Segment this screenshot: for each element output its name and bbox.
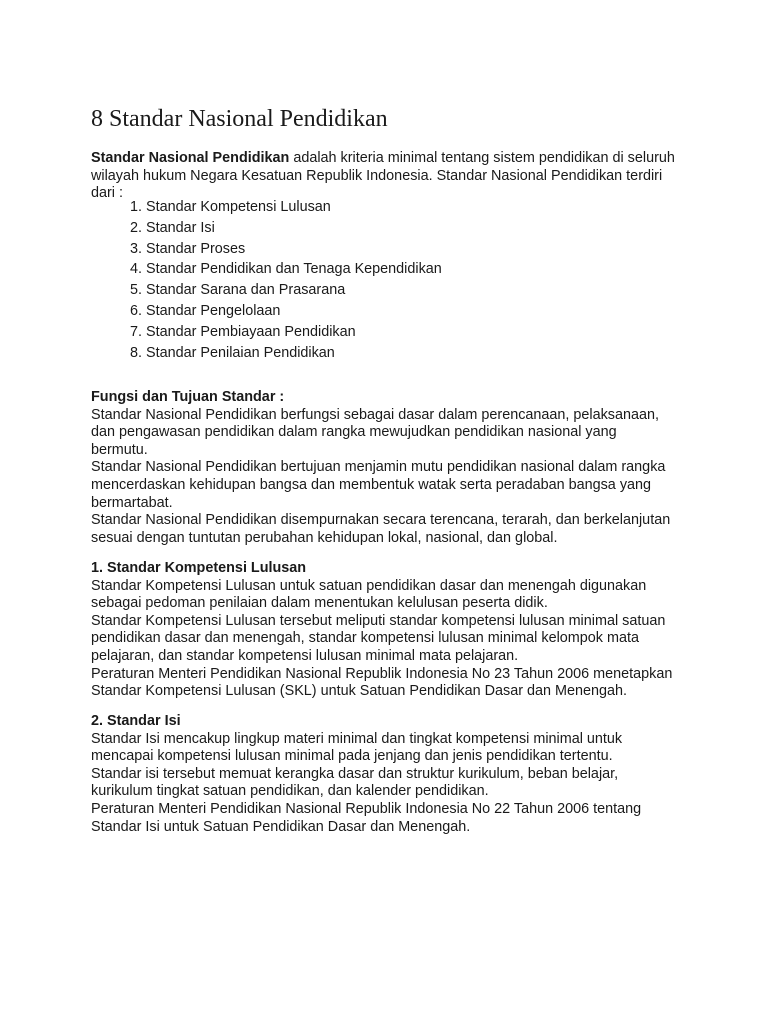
paragraph-line: Standar Kompetensi Lulusan tersebut meliputi standar kompetensi lulusan minimal satuan [91, 612, 666, 629]
list-item: 8. Standar Penilaian Pendidikan [130, 344, 335, 361]
paragraph-line: mencapai kompetensi lulusan minimal pada jenjang dan jenis pendidikan tertentu. [91, 748, 613, 765]
paragraph-line: bermartabat. [91, 494, 173, 511]
paragraph-line: Standar Nasional Pendidikan bertujuan menjamin mutu pendidikan nasional dalam rangka [91, 459, 666, 476]
paragraph-line: mencerdaskan kehidupan bangsa dan membentuk watak serta peradaban bangsa yang [91, 476, 652, 493]
intro-paragraph [91, 150, 691, 203]
paragraph-line: sesuai dengan tuntutan perubahan kehidupan lokal, nasional, dan global. [91, 529, 558, 546]
paragraph-line: pendidikan dasar dan menengah, standar kompetensi lulusan minimal kelompok mata [91, 630, 639, 647]
section-standar-isi [91, 713, 691, 836]
paragraph-line: bermutu. [91, 441, 148, 458]
section-kompetensi-lulusan [91, 560, 691, 701]
list-item: 1. Standar Kompetensi Lulusan [130, 199, 331, 215]
paragraph-line: Peraturan Menteri Pendidikan Nasional Republik Indonesia No 23 Tahun 2006 menetapkan [91, 665, 673, 682]
list-item: 4. Standar Pendidikan dan Tenaga Kependidikan [130, 261, 442, 278]
section-heading: Fungsi dan Tujuan Standar : [91, 389, 285, 405]
paragraph-line: Standar Kompetensi Lulusan untuk satuan pendidikan dasar dan menengah digunakan [91, 577, 647, 594]
section-fungsi-tujuan [91, 389, 691, 547]
paragraph-line: Standar Nasional Pendidikan disempurnakan secara terencana, terarah, dan berkelanjutan [91, 512, 671, 529]
standards-list [130, 199, 442, 365]
paragraph-line: pelajaran, dan standar kompetensi lulusan minimal mata pelajaran. [91, 647, 519, 664]
paragraph-line: Standar isi tersebut memuat kerangka dasar dan struktur kurikulum, beban belajar, [91, 765, 619, 782]
document-title: 8 Standar Nasional Pendidikan [91, 106, 388, 132]
paragraph-line: Standar Nasional Pendidikan berfungsi sebagai dasar dalam perencanaan, pelaksanaan, [91, 406, 660, 423]
paragraph-line: Standar Isi mencakup lingkup materi minimal dan tingkat kompetensi minimal untuk [91, 730, 623, 747]
intro-line-1 [91, 150, 691, 168]
paragraph-line: sebagai pedoman penilaian dalam menentukan kelulusan peserta didik. [91, 595, 548, 612]
list-item: 6. Standar Pengelolaan [130, 302, 281, 319]
intro-text-1: adalah kriteria minimal tentang sistem pendidikan di seluruh [289, 150, 675, 166]
section-heading: 1. Standar Kompetensi Lulusan [91, 560, 307, 576]
intro-line-3: dari : [91, 185, 123, 202]
paragraph-line: kurikulum tingkat satuan pendidikan, dan kalender pendidikan. [91, 783, 489, 800]
list-item: 3. Standar Proses [130, 240, 246, 257]
intro-line-2: wilayah hukum Negara Kesatuan Republik Indonesia. Standar Nasional Pendidikan terdiri [91, 167, 663, 184]
paragraph-line: Standar Isi untuk Satuan Pendidikan Dasar dan Menengah. [91, 818, 471, 835]
intro-bold-lead: Standar Nasional Pendidikan [91, 150, 290, 166]
paragraph-line: Standar Kompetensi Lulusan (SKL) untuk Satuan Pendidikan Dasar dan Menengah. [91, 683, 628, 700]
paragraph-line: Peraturan Menteri Pendidikan Nasional Republik Indonesia No 22 Tahun 2006 tentang [91, 800, 642, 817]
list-item: 2. Standar Isi [130, 219, 215, 236]
paragraph-line: dan pengawasan pendidikan dalam rangka mewujudkan pendidikan nasional yang [91, 424, 617, 441]
list-item: 7. Standar Pembiayaan Pendidikan [130, 323, 356, 340]
section-heading: 2. Standar Isi [91, 713, 181, 729]
list-item: 5. Standar Sarana dan Prasarana [130, 282, 346, 299]
